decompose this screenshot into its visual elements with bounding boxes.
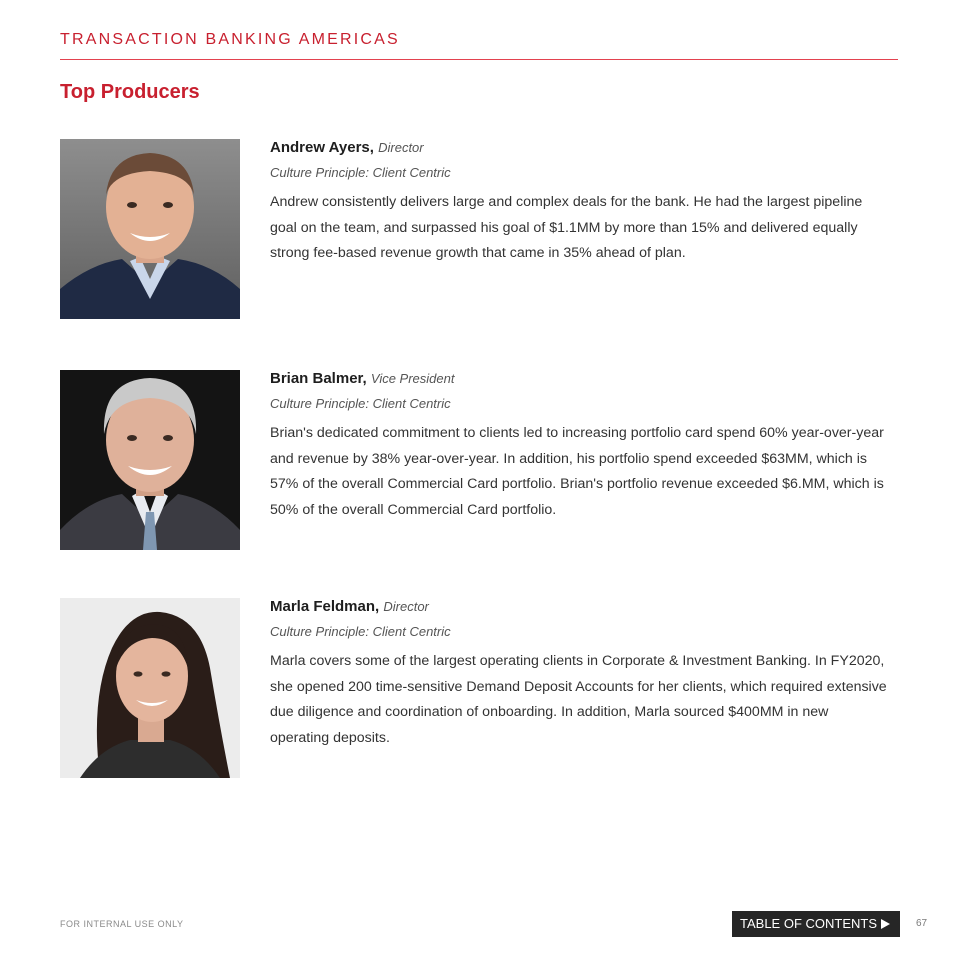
producer-role: Vice President: [370, 371, 455, 386]
section-header: [60, 30, 898, 60]
producer-info: [270, 598, 890, 751]
producer-bio: Brian's dedicated commitment to clients led to increasing portfolio card spend 60% year-over-year and revenue by 38% year-over-year. In addition, his portfolio spend exceeded $63MM, which is 57% of the overall Commercial Card portfolio. Brian's portfolio revenue exceeded $6.MM, which is 50% of the overall Commercial Card portfolio.: [270, 425, 884, 518]
culture-principle: Culture Principle: Client Centric: [270, 624, 451, 639]
name-line: [270, 598, 890, 616]
culture-principle: Culture Principle: Client Centric: [270, 165, 451, 180]
toc-label: TABLE OF CONTENTS: [740, 916, 877, 931]
culture-principle: Culture Principle: Client Centric: [270, 396, 451, 411]
producer-role: Director: [378, 140, 424, 155]
producer-role: Director: [383, 599, 429, 614]
producer-card: [60, 139, 900, 339]
portrait-photo: [60, 370, 240, 550]
name-line: [270, 370, 890, 388]
producer-info: [270, 139, 890, 267]
portrait-photo: [60, 139, 240, 319]
producer-name: Andrew Ayers,: [270, 139, 374, 156]
producer-name: Brian Balmer,: [270, 370, 367, 387]
producer-info: [270, 370, 890, 523]
portrait-photo: [60, 598, 240, 778]
producer-card: [60, 598, 900, 798]
name-line: [270, 139, 890, 157]
internal-use-note: FOR INTERNAL USE ONLY: [60, 919, 184, 929]
table-of-contents-button[interactable]: [732, 911, 900, 937]
producer-bio: Andrew consistently delivers large and complex deals for the bank. He had the largest pipeline goal on the team, and surpassed his goal of $1.1MM by more than 15% and delivered equally strong fee-based revenue growth that came in 35% ahead of plan.: [270, 194, 863, 261]
page-heading: Top Producers: [60, 81, 200, 103]
page-number: 67: [916, 918, 928, 929]
producer-name: Marla Feldman,: [270, 598, 380, 615]
section-title: TRANSACTION BANKING AMERICAS: [60, 31, 400, 48]
producer-bio: Marla covers some of the largest operating clients in Corporate & Investment Banking. In FY2020, she opened 200 time-sensitive Demand Deposit Accounts for her clients, which required extensive due diligence and coordination of onboarding. In addition, Marla sourced $400MM in new operating deposits.: [270, 653, 887, 746]
play-arrow-icon: [881, 919, 890, 929]
producer-card: [60, 370, 900, 570]
